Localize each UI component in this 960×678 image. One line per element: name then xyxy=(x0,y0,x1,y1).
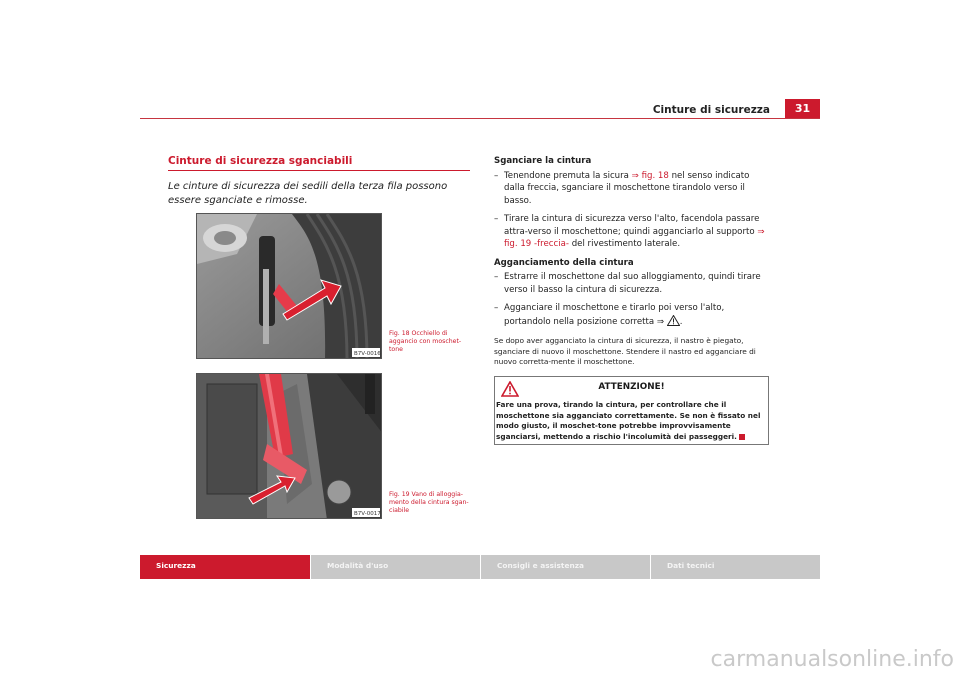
right-column xyxy=(494,155,772,368)
warning-triangle-icon xyxy=(667,315,680,331)
footer-tab-consigli[interactable]: Consigli e assistenza xyxy=(497,561,585,570)
figure-19-code: B7V-0017 xyxy=(354,511,381,517)
end-marker-icon xyxy=(739,434,745,440)
figure-18-image xyxy=(196,213,382,359)
header-rule xyxy=(140,118,820,119)
figure-19-image xyxy=(196,373,382,519)
warning-title: ATTENZIONE! xyxy=(598,382,665,392)
figure-18-code: B7V-0016 xyxy=(354,351,381,357)
subhead-unhook: Sganciare la cintura xyxy=(494,156,592,166)
figure-19-caption: Fig. 19 Vano di alloggia-mento della cintura sgan-ciabile xyxy=(389,491,469,514)
page-number: 31 xyxy=(785,99,820,118)
section-title: Cinture di sicurezza sganciabili xyxy=(168,155,470,171)
step-2: – Tirare la cintura di sicurezza verso l'alto, facendola passare attra-verso il moschettone; quindi agganciarlo al supporto ⇒ fig. 19 -freccia- del rivestimento laterale. xyxy=(494,214,765,249)
xref-fig-18[interactable]: ⇒ fig. 18 xyxy=(631,170,669,181)
watermark: carmanualsonline.info xyxy=(710,647,954,672)
step-1: – Tenendone premuta la sicura ⇒ fig. 18 nel senso indicato dalla freccia, sganciare il moschettone tirandolo verso il basso. xyxy=(494,170,750,206)
figure-18-caption: Fig. 18 Occhiello di aggancio con moschet-tone xyxy=(389,330,462,353)
section-intro: Le cinture di sicurezza dei sedili della terza fila possono essere sganciate e rimosse. xyxy=(168,181,448,206)
subhead-hook: Agganciamento della cintura xyxy=(494,257,634,268)
step-4: – Agganciare il moschettone e tirarlo poi verso l'alto, portandolo nella posizione corretta ⇒ . xyxy=(494,302,772,330)
warning-text: Fare una prova, tirando la cintura, per controllare che il moschettone sia agganciato correttamente. Se non è fissato nel modo giusto, il moschet-tone potrebbe improvvisamente sganciarsi, mettendo a rischio l'incolumità dei passeggeri. xyxy=(496,400,761,441)
footer-tab-modalita[interactable]: Modalità d'uso xyxy=(327,561,389,570)
warning-box xyxy=(494,376,769,445)
footer-nav xyxy=(140,555,820,579)
left-column xyxy=(168,155,470,208)
step-3: – Estrarre il moschettone dal suo alloggiamento, quindi tirare verso il basso la cintura di sicurezza. xyxy=(494,272,761,295)
footer-tab-sicurezza[interactable]: Sicurezza xyxy=(140,555,310,579)
running-header-title: Cinture di sicurezza xyxy=(652,104,770,116)
footer-tab-dati[interactable]: Dati tecnici xyxy=(667,561,715,570)
xref-fig-19[interactable]: ⇒ fig. 19 -freccia- xyxy=(504,226,765,249)
note-paragraph: Se dopo aver agganciato la cintura di sicurezza, il nastro è piegato, sganciare di nuovo il moschettone. Stendere il nastro ed agganciare di nuovo corretta-mente il moschettone. xyxy=(494,336,756,366)
